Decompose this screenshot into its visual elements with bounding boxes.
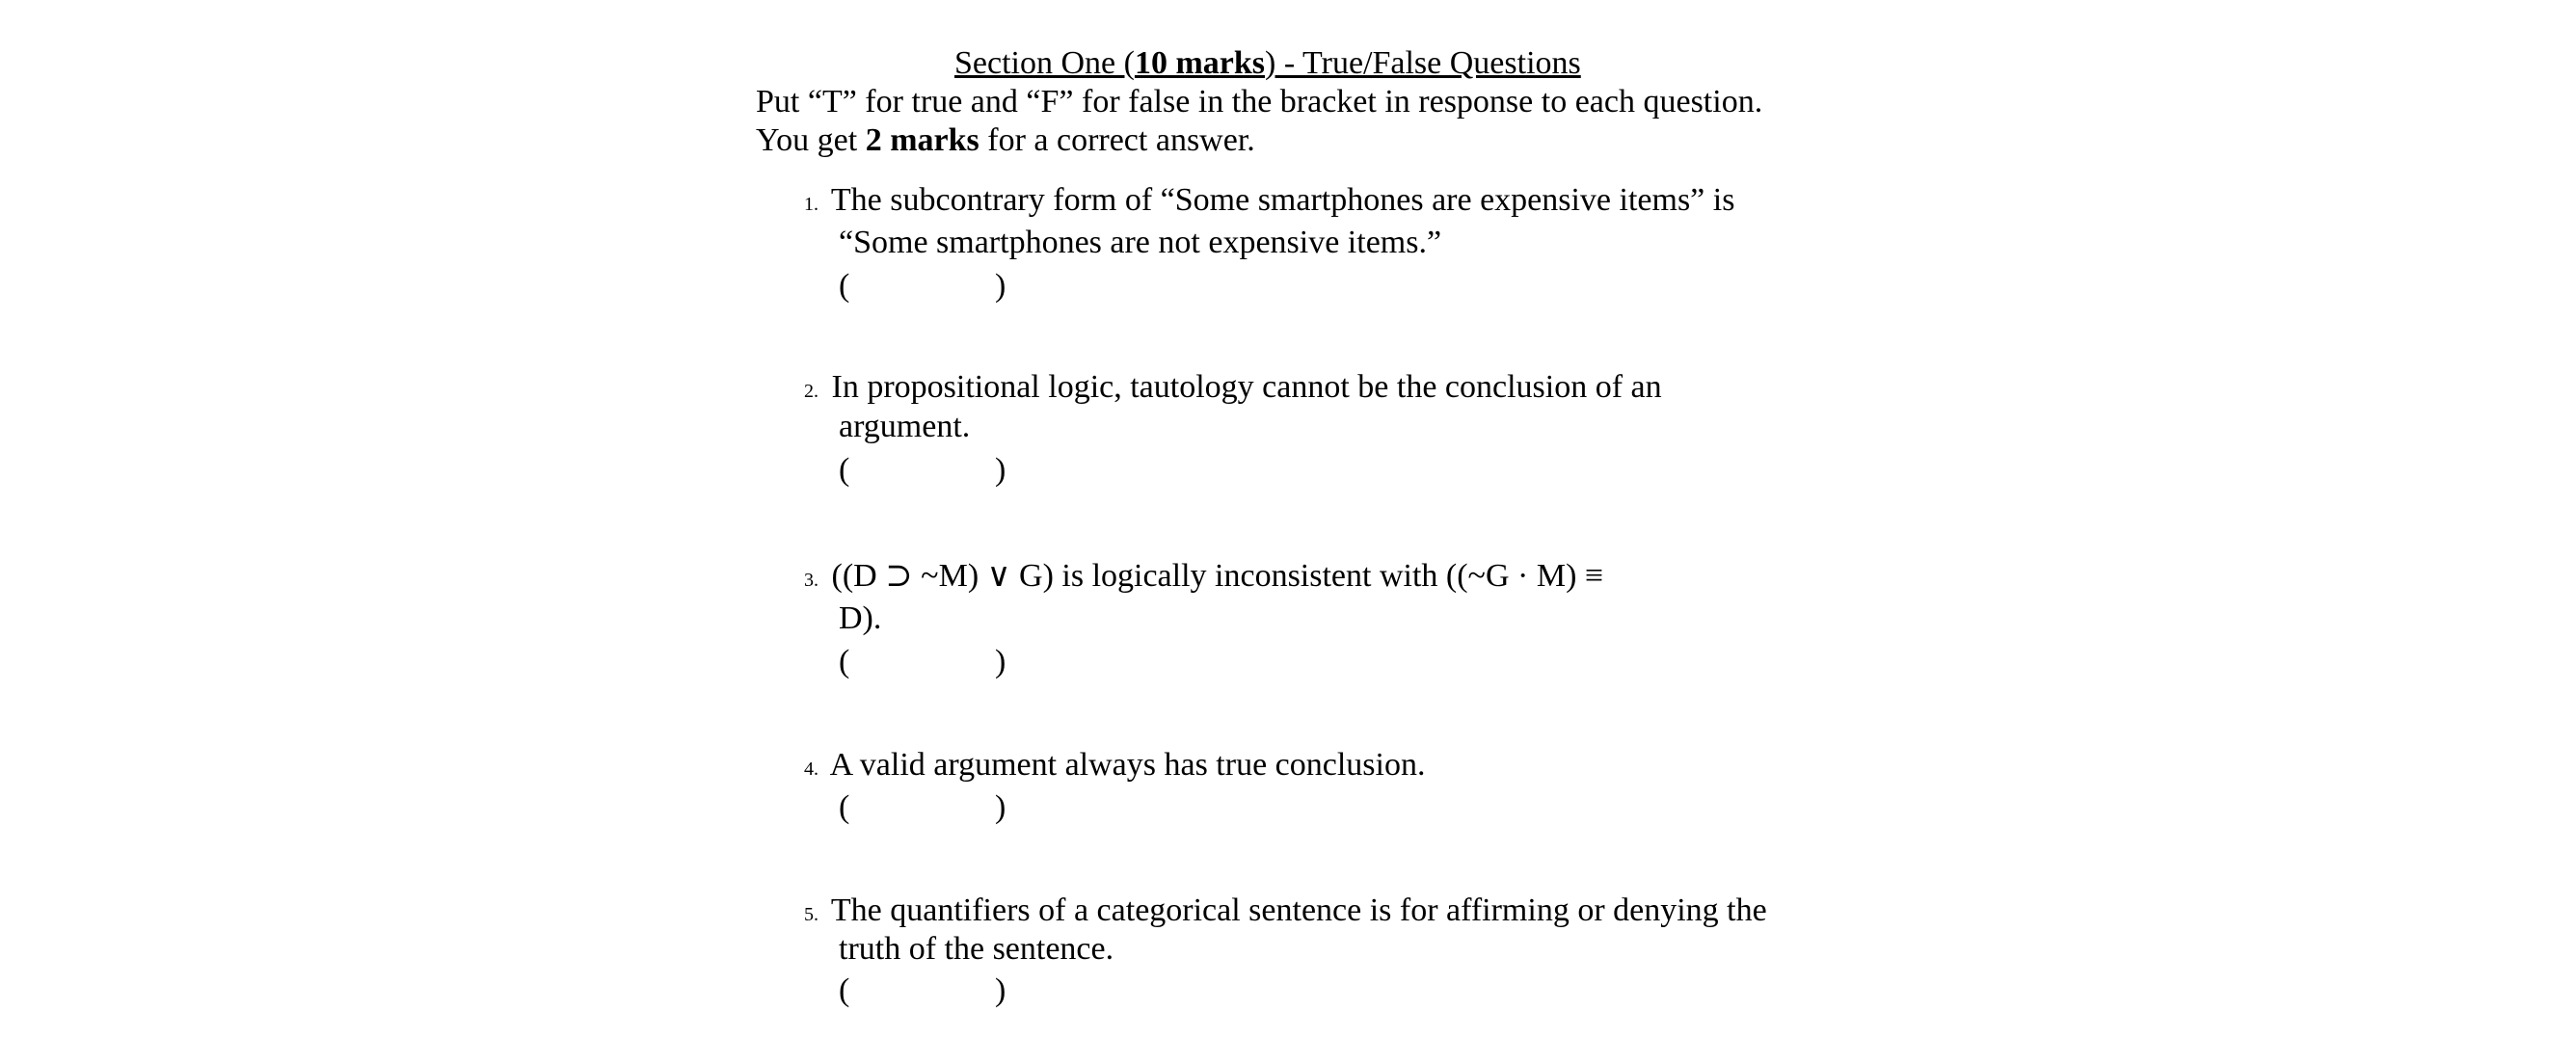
question-1-text-line-2: “Some smartphones are not expensive items.”: [839, 225, 1442, 260]
bracket-close: ): [995, 972, 1006, 1008]
bracket-open: (: [839, 268, 850, 304]
bracket-close: ): [995, 452, 1006, 488]
bracket-open: (: [839, 972, 850, 1008]
question-5-text-line-2: truth of the sentence.: [839, 931, 1114, 967]
question-3-text-line-2: D).: [839, 600, 882, 636]
question-1-text-line-1: The subcontrary form of “Some smartphones are expensive items” is: [830, 182, 1735, 218]
question-2: [804, 368, 1662, 411]
instruction-line-2: [756, 121, 1255, 160]
question-4-answer-blank[interactable]: [852, 790, 997, 825]
question-4-number: 4.: [804, 759, 818, 780]
instruction-line-2-marks: 2 marks: [865, 122, 979, 158]
bracket-close: ): [995, 644, 1006, 679]
bracket-open: (: [839, 644, 850, 679]
instruction-line-2-prefix: You get: [756, 122, 866, 158]
section-title: [954, 44, 1581, 83]
question-2-text-line-2: argument.: [839, 409, 971, 444]
instruction-line-1: Put “T” for true and “F” for false in the bracket in response to each question.: [756, 84, 1763, 120]
question-2-answer-blank[interactable]: [852, 453, 997, 488]
question-1: [804, 181, 1734, 224]
question-5: [804, 892, 1767, 934]
question-5-number: 5.: [804, 904, 818, 925]
section-title-suffix: ) - True/False Questions: [1265, 45, 1581, 81]
question-1-number: 1.: [804, 194, 818, 215]
question-3-answer-blank[interactable]: [852, 645, 997, 679]
question-2-text-line-1: In propositional logic, tautology cannot be the conclusion of an: [831, 369, 1662, 405]
section-title-marks: 10 marks: [1134, 45, 1266, 81]
question-4-text-line-1: A valid argument always has true conclusion.: [829, 747, 1426, 783]
bracket-close: ): [995, 268, 1006, 304]
question-5-answer-blank[interactable]: [852, 973, 997, 1008]
bracket-close: ): [995, 789, 1006, 825]
bracket-open: (: [839, 452, 850, 488]
question-3-text-line-1: ((D ⊃ ~M) ∨ G) is logically inconsistent with ((~G · M) ≡: [831, 558, 1604, 594]
question-1-answer-blank[interactable]: [852, 269, 997, 304]
question-4: [804, 746, 1425, 788]
question-5-text-line-1: The quantifiers of a categorical sentence is for affirming or denying the: [830, 892, 1767, 928]
bracket-open: (: [839, 789, 850, 825]
question-3: [804, 557, 1603, 599]
instruction-line-2-suffix: for a correct answer.: [979, 122, 1255, 158]
question-3-number: 3.: [804, 570, 818, 591]
section-title-prefix: Section One (: [954, 45, 1135, 81]
question-2-number: 2.: [804, 381, 818, 402]
